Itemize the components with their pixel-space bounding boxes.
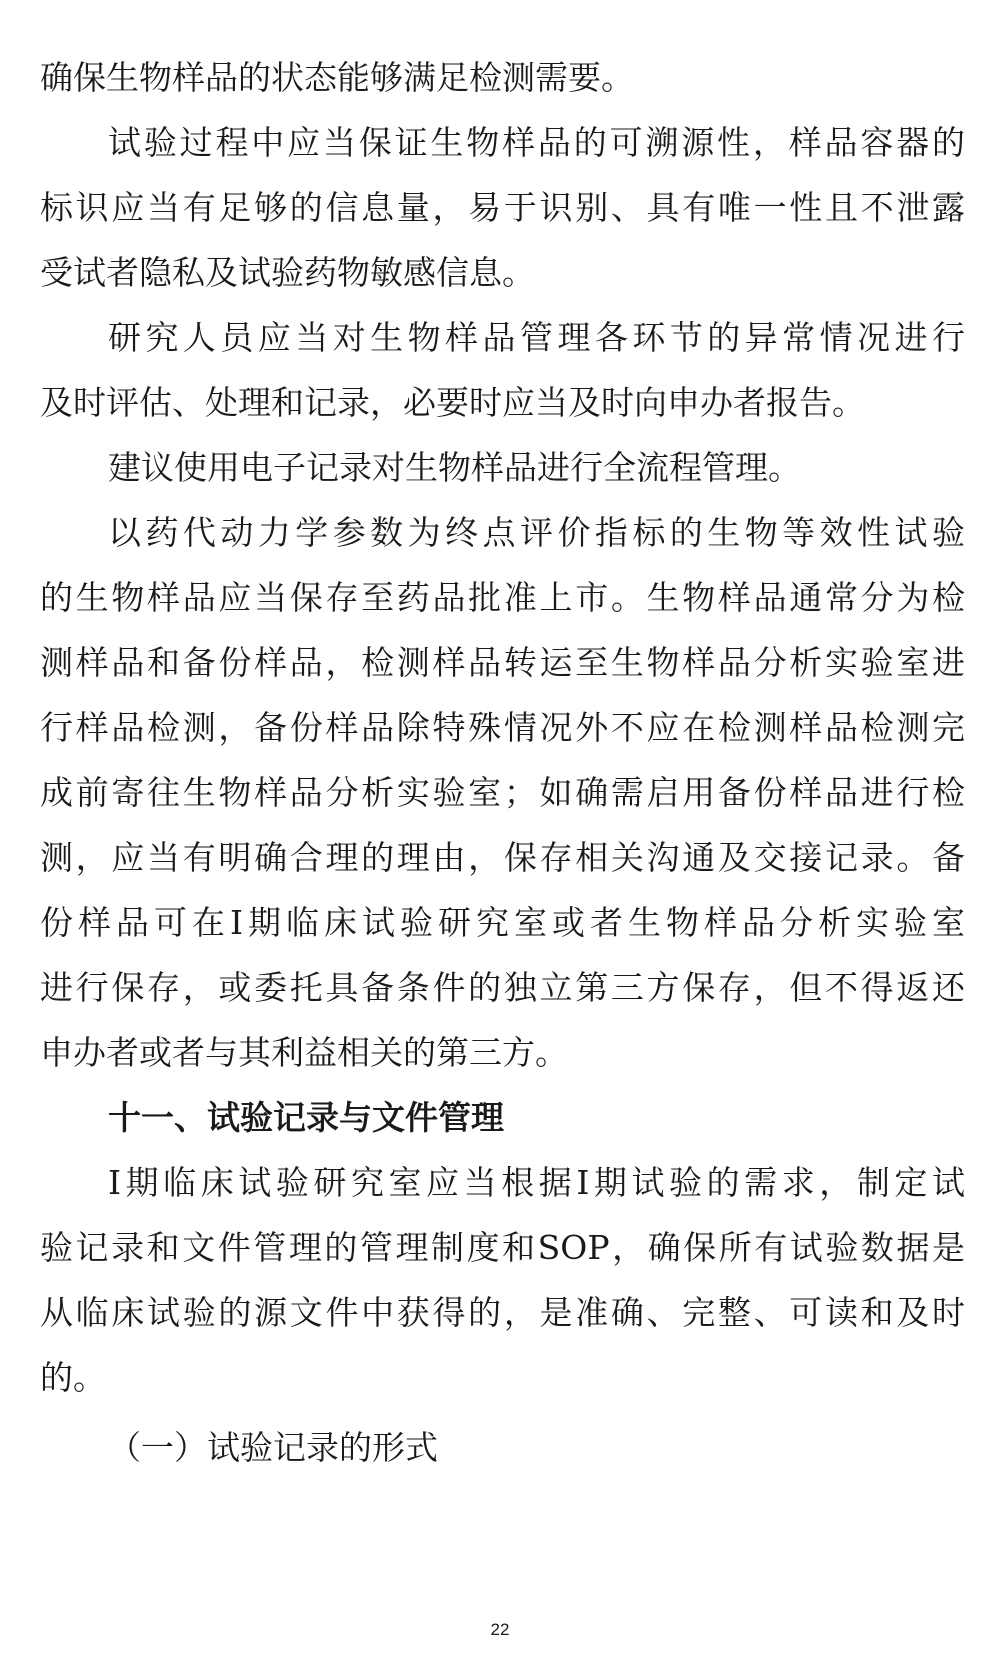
paragraph-line: 行样品检测，备份样品除特殊情况外不应在检测样品检测完 (40, 708, 965, 747)
paragraph-line: 建议使用电子记录对生物样品进行全流程管理。 (108, 448, 801, 487)
paragraph-line: 研究人员应当对生物样品管理各环节的异常情况进行 (108, 318, 965, 357)
paragraph-line: 标识应当有足够的信息量，易于识别、具有唯一性且不泄露 (40, 188, 965, 227)
paragraph-line: 进行保存，或委托具备条件的独立第三方保存，但不得返还 (40, 968, 965, 1007)
paragraph-line: 测样品和备份样品，检测样品转运至生物样品分析实验室进 (40, 643, 965, 682)
paragraph-line: 成前寄往生物样品分析实验室；如确需启用备份样品进行检 (40, 773, 965, 812)
paragraph-line: 从临床试验的源文件中获得的，是准确、完整、可读和及时 (40, 1293, 965, 1332)
subsection-heading: （一）试验记录的形式 (108, 1428, 438, 1467)
paragraph-line: 测，应当有明确合理的理由，保存相关沟通及交接记录。备 (40, 838, 965, 877)
paragraph-line: 的。 (40, 1358, 106, 1397)
section-heading: 十一、试验记录与文件管理 (108, 1098, 504, 1137)
paragraph-line: 受试者隐私及试验药物敏感信息。 (40, 253, 535, 292)
paragraph-line: 申办者或者与其利益相关的第三方。 (40, 1033, 568, 1072)
paragraph-line: 及时评估、处理和记录，必要时应当及时向申办者报告。 (40, 383, 865, 422)
paragraph-line: Ⅰ期临床试验研究室应当根据Ⅰ期试验的需求，制定试 (108, 1163, 965, 1202)
paragraph-line: 的生物样品应当保存至药品批准上市。生物样品通常分为检 (40, 578, 965, 617)
paragraph-line: 份样品可在Ⅰ期临床试验研究室或者生物样品分析实验室 (40, 903, 965, 942)
paragraph-line: 验记录和文件管理的管理制度和SOP，确保所有试验数据是 (40, 1228, 965, 1267)
paragraph-line: 以药代动力学参数为终点评价指标的生物等效性试验 (108, 513, 965, 552)
page-number: 22 (490, 1620, 510, 1639)
paragraph-line: 确保生物样品的状态能够满足检测需要。 (40, 58, 634, 97)
paragraph-line: 试验过程中应当保证生物样品的可溯源性，样品容器的 (108, 123, 965, 162)
